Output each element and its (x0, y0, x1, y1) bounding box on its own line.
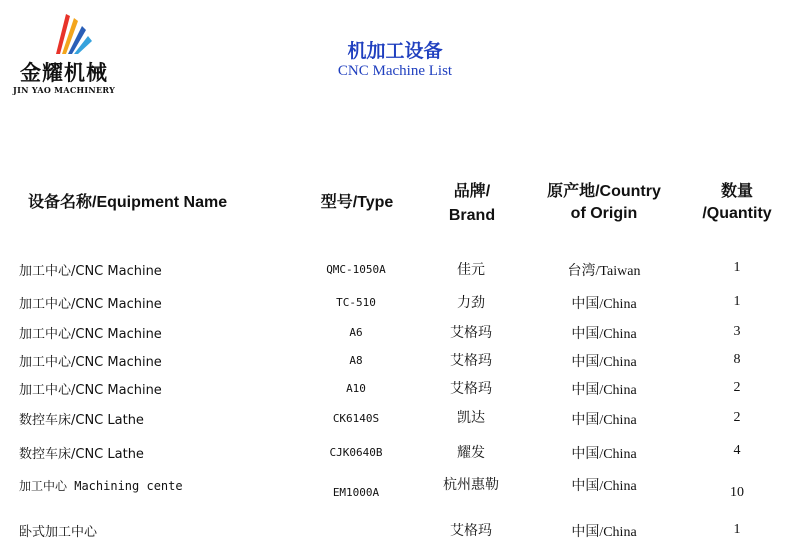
header-origin (524, 181, 684, 225)
row-6-origin: 中国/China (571, 413, 637, 428)
row-3-name: 加工中心/CNC Machine (19, 327, 162, 342)
row-3-type: A6 (349, 326, 363, 339)
row-2-type: TC-510 (336, 296, 376, 309)
row-3-origin: 中国/China (571, 327, 637, 342)
row-5-type: A10 (346, 382, 366, 395)
row-2-brand: 力劲 (457, 295, 485, 311)
row-7-brand: 耀发 (457, 445, 485, 461)
row-3-brand: 艾格玛 (450, 325, 492, 341)
row-7-origin: 中国/China (571, 447, 637, 462)
row-2-name: 加工中心/CNC Machine (19, 297, 162, 312)
row-6-qty: 2 (733, 410, 741, 425)
row-5-brand: 艾格玛 (450, 381, 492, 397)
row-9-origin: 中国/China (571, 525, 637, 540)
row-1-type: QMC-1050A (326, 263, 386, 276)
row-4-brand: 艾格玛 (450, 353, 492, 369)
row-9-qty: 1 (733, 522, 741, 537)
header-origin-line2: of Origin (570, 205, 638, 222)
row-1-origin: 台湾/Taiwan (567, 264, 641, 279)
row-1-name: 加工中心/CNC Machine (19, 264, 162, 279)
row-7-qty: 4 (733, 443, 741, 458)
row-1-qty: 1 (733, 260, 741, 275)
row-6-brand: 凯达 (457, 410, 485, 426)
row-5-name: 加工中心/CNC Machine (19, 383, 162, 398)
row-8-origin: 中国/China (571, 479, 637, 494)
row-6-name: 数控车床/CNC Lathe (19, 413, 144, 428)
row-7-type: CJK0640B (329, 446, 383, 459)
header-origin-line1: 原产地/Country (547, 183, 661, 200)
header-quantity-line2: /Quantity (702, 205, 772, 222)
row-8-type: EM1000A (332, 486, 380, 499)
row-7-name: 数控车床/CNC Lathe (19, 447, 144, 462)
row-2-origin: 中国/China (571, 297, 637, 312)
row-4-origin: 中国/China (571, 355, 637, 370)
row-1-brand: 佳元 (457, 262, 485, 278)
row-3-qty: 3 (733, 324, 741, 339)
row-4-name: 加工中心/CNC Machine (19, 355, 162, 370)
logo-text-cn: 金耀机械 (20, 61, 108, 85)
row-2-qty: 1 (733, 294, 741, 309)
row-8-name: 加工中心 Machining cente (19, 479, 183, 493)
header-quantity (692, 181, 782, 225)
row-4-type: A8 (349, 354, 363, 367)
page-title-en: CNC Machine List (337, 63, 453, 79)
row-9-name: 卧式加工中心 (19, 525, 98, 540)
header-brand (412, 181, 532, 227)
header-brand-line2: Brand (448, 207, 496, 224)
row-4-qty: 8 (733, 352, 741, 367)
logo-text-en: JIN YAO MACHINERY (13, 85, 116, 95)
header-quantity-line1: 数量 (720, 183, 753, 200)
header-type: 型号/Type (320, 194, 394, 211)
row-9-brand: 艾格玛 (450, 523, 492, 539)
header-brand-line1: 品牌/ (453, 183, 491, 200)
page-title-cn: 机加工设备 (347, 40, 443, 62)
row-8-brand: 杭州惠勒 (443, 477, 499, 493)
row-6-type: CK6140S (332, 412, 380, 425)
row-5-origin: 中国/China (571, 383, 637, 398)
row-5-qty: 2 (733, 380, 741, 395)
header-equipment-name: 设备名称/Equipment Name (28, 194, 228, 211)
row-8-qty: 10 (730, 485, 744, 500)
